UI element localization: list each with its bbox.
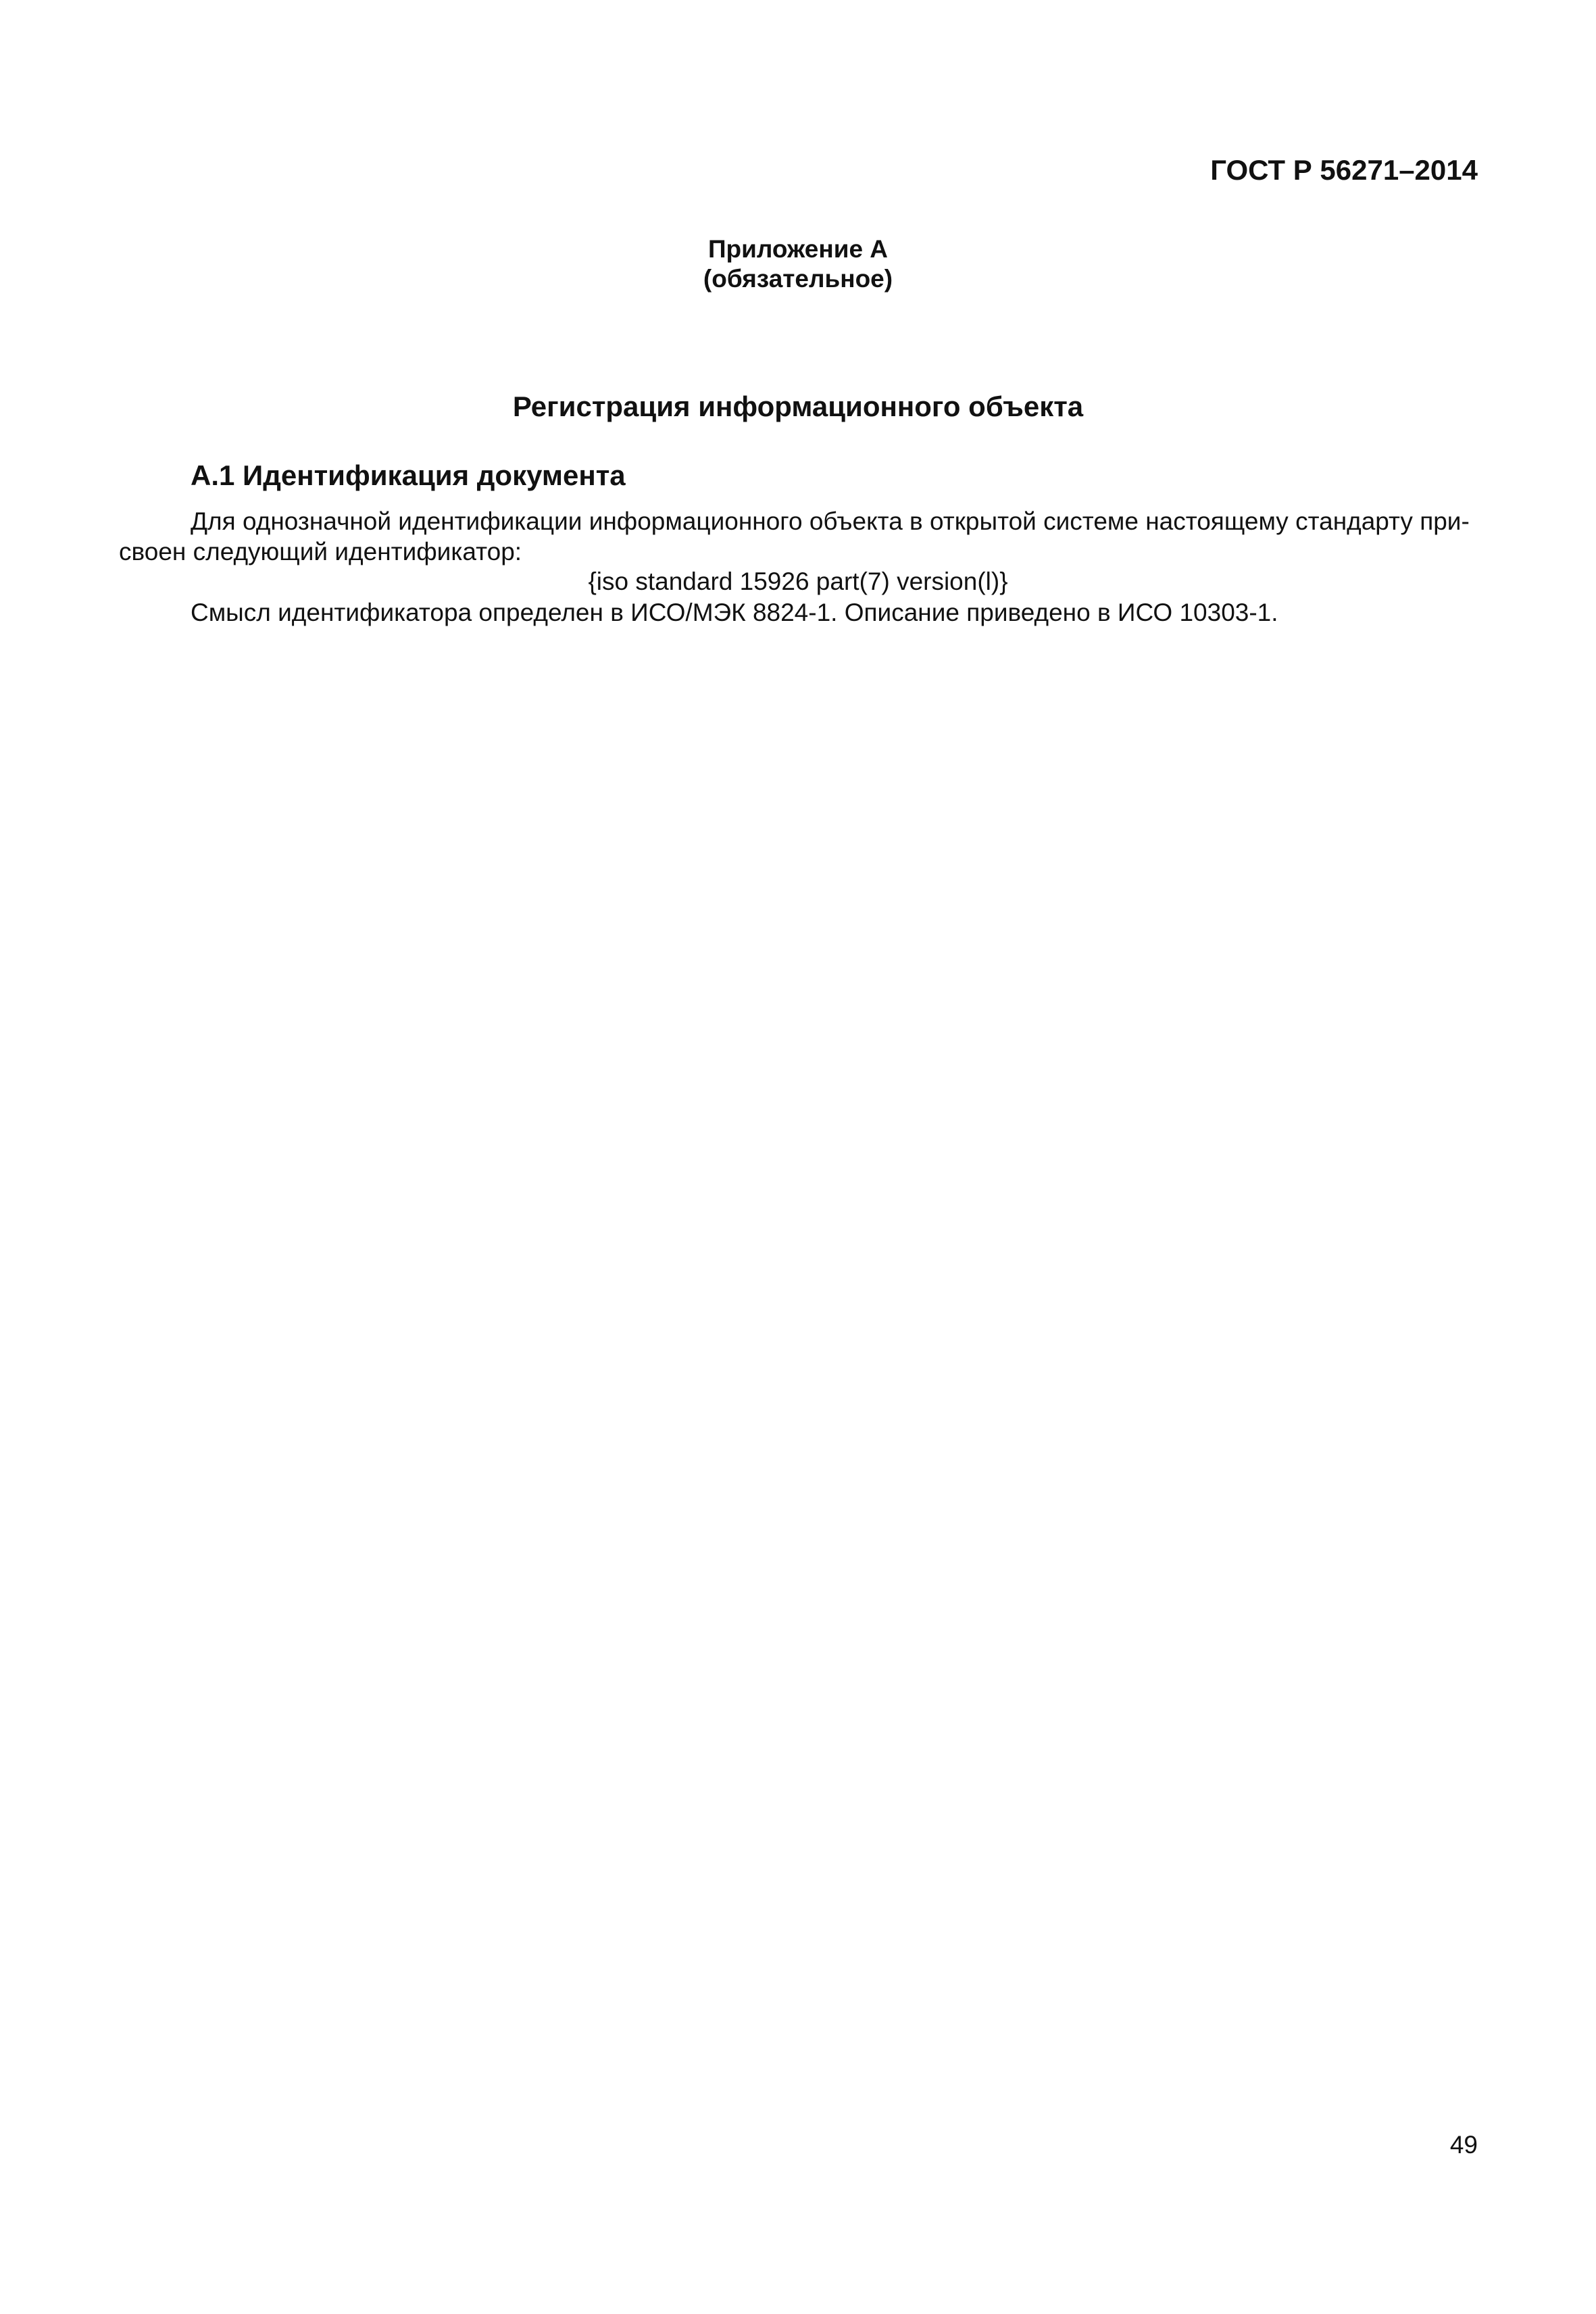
paragraph-line: Для однозначной идентификации информационного объекта в открытой системе настоящему стандарту при- [191, 507, 1470, 535]
paragraph: Смысл идентификатора определен в ИСО/МЭК 8824-1. Описание приведено в ИСО 10303-1. [191, 599, 1278, 626]
paragraph-line: своен следующий идентификатор: [119, 538, 522, 565]
object-identifier: {iso standard 15926 part(7) version(l)} [588, 568, 1008, 595]
section-heading: А.1 Идентификация документа [191, 459, 626, 491]
appendix-title: Приложение А [707, 235, 889, 263]
page-number: 49 [1449, 2131, 1478, 2159]
standard-code: ГОСТ Р 56271–2014 [1210, 154, 1478, 186]
appendix-main-title: Регистрация информационного объекта [512, 391, 1084, 422]
appendix-status: (обязательное) [703, 265, 893, 293]
